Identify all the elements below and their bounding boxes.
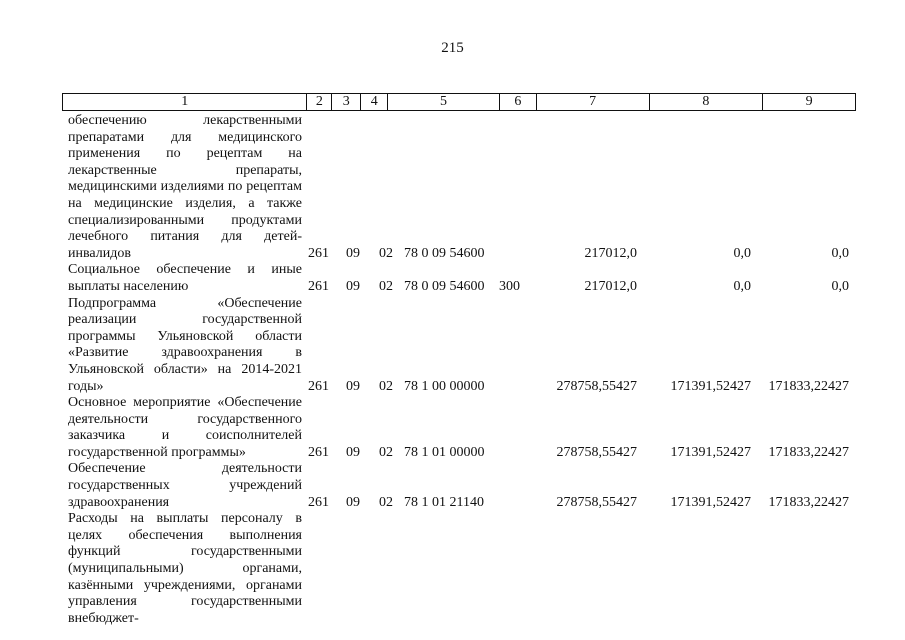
row-description: Подпрограмма «Обеспечение реализации государственной программы Ульяновской области «Развитие здравоохранения в Ульяновской области» на 2014-2021 годы» (68, 295, 302, 394)
cell-col-2: 261 (308, 494, 329, 510)
cell-col-9: 171833,22427 (768, 494, 849, 510)
cell-col-2: 261 (308, 278, 329, 294)
header-col-1: 1 (63, 94, 307, 110)
table-row (62, 262, 862, 295)
cell-col-5: 78 1 00 00000 (404, 378, 485, 394)
header-col-3: 3 (332, 94, 361, 110)
header-col-4: 4 (361, 94, 388, 110)
row-description: Основное мероприятие «Обеспечение деятельности государственного заказчика и соисполнителей государственной программы» (68, 395, 302, 460)
cell-col-9: 0,0 (831, 278, 849, 294)
cell-col-3: 09 (346, 245, 360, 261)
cell-col-4: 02 (379, 444, 393, 460)
cell-col-8: 0,0 (733, 278, 751, 294)
header-col-6: 6 (500, 94, 537, 110)
cell-col-5: 78 0 09 54600 (404, 245, 485, 261)
header-col-2: 2 (307, 94, 332, 110)
cell-col-7: 278758,55427 (556, 378, 637, 394)
cell-col-3: 09 (346, 278, 360, 294)
cell-col-6: 300 (499, 278, 520, 294)
cell-col-8: 0,0 (733, 245, 751, 261)
row-description: Обеспечение деятельности государственных учреждений здравоохранения (68, 461, 302, 510)
table-row (62, 461, 862, 511)
cell-col-5: 78 0 09 54600 (404, 278, 485, 294)
cell-col-9: 171833,22427 (768, 378, 849, 394)
cell-col-7: 217012,0 (584, 245, 637, 261)
table-row (62, 296, 862, 396)
header-col-9: 9 (805, 94, 813, 109)
page-number: 215 (441, 40, 464, 56)
cell-col-3: 09 (346, 378, 360, 394)
cell-col-8: 171391,52427 (670, 494, 751, 510)
row-description: Расходы на выплаты персоналу в целях обеспечения выполнения функций государственными (муниципальными) органами, казёнными учреждениями, органами управления государственными внебюджет- (68, 511, 302, 626)
cell-col-3: 09 (346, 444, 360, 460)
cell-col-4: 02 (379, 245, 393, 261)
cell-col-9: 0,0 (831, 245, 849, 261)
cell-col-7: 278758,55427 (556, 444, 637, 460)
cell-col-9: 171833,22427 (768, 444, 849, 460)
cell-col-8: 171391,52427 (670, 444, 751, 460)
table-body (62, 113, 862, 627)
cell-col-4: 02 (379, 494, 393, 510)
cell-col-5: 78 1 01 00000 (404, 444, 485, 460)
cell-col-4: 02 (379, 378, 393, 394)
cell-col-5: 78 1 01 21140 (404, 494, 484, 510)
cell-col-2: 261 (308, 378, 329, 394)
table-row (62, 395, 862, 461)
cell-col-7: 278758,55427 (556, 494, 637, 510)
cell-col-7: 217012,0 (584, 278, 637, 294)
row-description: Социальное обеспечение и иные выплаты населению (68, 262, 302, 294)
cell-col-3: 09 (346, 494, 360, 510)
header-col-5: 5 (388, 94, 500, 110)
header-col-7: 7 (537, 94, 650, 110)
table-header-row (62, 93, 856, 111)
table-row (62, 113, 862, 262)
cell-col-2: 261 (308, 245, 329, 261)
cell-col-2: 261 (308, 444, 329, 460)
row-description: обеспечению лекарственными препаратами для медицинского применения по рецептам на лекарственные препараты, медицинскими изделиями по рецептам на медицинские изделия, а также специализированными продуктами лечебного питания для детей-инвалидов (68, 113, 302, 261)
cell-col-8: 171391,52427 (670, 378, 751, 394)
header-col-8: 8 (650, 94, 764, 110)
table-row (62, 511, 862, 627)
cell-col-4: 02 (379, 278, 393, 294)
